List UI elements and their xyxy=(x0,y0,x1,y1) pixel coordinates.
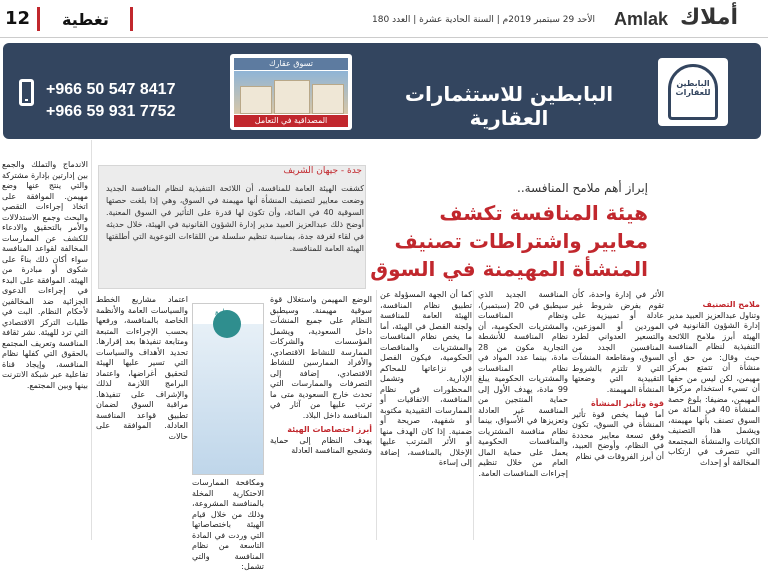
intro-text: كشفت الهيئة العامة للمنافسة، أن اللائحة التنفيذية لنظام المنافسة الجديد وضعت معايير لتصنيف المنشأة أنها مهيمنة في السوق، وهي إذا بلغت حصتها السوقية 40 في المائة، وأن تكون لها قدرة على التأثير في السوق المعنية. أوضح ذلك عبدالعزيز العبيد مدير إدارة الشؤون القانونية في الهيئة، خلال حديثه في لقاء لغرفة جدة، بمناسبة تنظيم سلسلة من اللقاءات التوعوية التي أطلقتها الهيئة العامة للمنافسة. xyxy=(106,184,364,253)
issue-info: الأحد 29 سبتمبر 2019م | السنة الحادية عشرة | العدد 180 xyxy=(372,15,595,25)
article-column xyxy=(2,160,88,391)
divider xyxy=(130,7,133,31)
phone-2: +966 59 931 7752 xyxy=(46,103,176,120)
paragraph: المنافسة الجديد الذي سيطبق في 20 (سبتمبر)، ونظام المنافسات والمشتريات الحكومية، أن نظام المنافسة للأنشطة التجارية مكون من 28 مادة، بينما عدد المواد في نظام المنافسات والمشتريات الحكومية يبلغ 99 مادة، يهدف الأول إلى حماية المنتجين من المنافسة غير العادلة وتعزيزها في الأسواق، بينما نظام منافسة المشتريات والمنافسات الحكومية يعمل على حماية المال العام من خلال تنظيم إجراءات المنافسات العامة. xyxy=(478,290,568,478)
photo-caption: المصداقية في التعامل xyxy=(234,115,348,127)
property-photo xyxy=(230,54,352,130)
paragraph: كما أن الجهة المسؤولة عن تطبيق نظام المنافسة، الهيئة العامة للمنافسة ولجنة الفصل في الهيئة، أما ما يخص نظام المنافسات والمشتريات والمناقصات الحكومية، فيكون الفصل في نزاعاتها للمحاكم الإدارية. وتشمل المحظورات في نظام المنافسة، الاتفاقيات أو الممارسات التقييدية مكتوبة أو شفهية، صريحة أو ضمنية. إذا كان الهدف منها أو الأثر المترتب عليها الإخلال بالمنافسة، إضافة إلى إساءة xyxy=(380,290,472,467)
subheading: قوة وتأثير المنشأة xyxy=(590,399,664,408)
headline-line: المنشأة المهيمنة في السوق xyxy=(370,257,648,281)
article-column xyxy=(192,478,264,573)
headline-line: هيئة المنافسة تكشف xyxy=(439,201,648,225)
house-shape xyxy=(274,80,310,114)
phone-icon xyxy=(19,79,34,106)
brand-latin: Amlak xyxy=(614,9,669,29)
paragraph: اعتماد مشاريع الخطط والسياسات العامة والأنظمة الخاصة بالمنافسة، ورفعها بحسب الإجراءات المتبعة ومتابعة تنفيذها بعد إقرارها. تحديد الأهداف والسياسات التي تسير عليها الهيئة لتحقيق أغراضها، واعتماد البرامج اللازمة لذلك والإشراف على تنفيذها. مراقبة السوق لضمان تطبيق قواعد المنافسة العادلة. الموافقة على حالات xyxy=(96,295,188,441)
paragraph: وتناول عبدالعزيز العبيد مدير إدارة الشؤون القانونية في الهيئة أبرز ملامح اللائحة التنفيذية لنظام المنافسة حيث وقال: من حق أي منشأة أن تتمتع بمركز مهيمن، لكن ليس من حقها أن تسيء استخدام مركزها المهيمن، مضيفا: بلوغ حصة المنشأة 40 في المائة من السوق تصنف بأنها مهيمنة، ويشمل هذا التصنيف الكيانات والمنشأة المجتمعة التي تتصرف في ارتكاب المخالفة أو إحداث xyxy=(668,310,760,467)
brand-logo: أملاك xyxy=(680,5,739,30)
paragraph: الوضع المهيمن واستغلال قوة سوقية مهيمنة. وسيطبق النظام على جميع المنشآت داخل السعودية، ويشمل المؤسسات والشركات الممارسة للنشاط الاقتصادي، والأفراد الممارسين للنشاط الاقتصادي، إضافة إلى التصرفات والممارسات التي تحدث خارج السعودية متى ما ترتب عليها من آثار في المنافسة داخل البلاد. xyxy=(270,295,372,420)
paragraph: الأثر في إدارة واحدة، كأن تقوم بفرض شروط غير عادلة أو تمييزية على الموردين أو الموزعين، والتسعير العدواني لطرد المنافسين الجدد من السوق، ومقاطعة المنشآت التي لا تلتزم بالشروط التقييدية التي وضعتها المنشأة المهيمنة. xyxy=(572,290,664,394)
header-rule xyxy=(0,37,768,38)
paragraph: يهدف النظام إلى حماية وتشجيع المنافسة العادلة xyxy=(270,435,372,455)
paragraph: ومكافحة الممارسات الاحتكارية المخلة بالمنافسة المشروعة، وذلك من خلال قيام الهيئة باختصاصاتها التي وردت في المادة التاسعة من نظام المنافسة والتي تشمل: xyxy=(192,478,264,571)
headline-line: معايير واشتراطات تصنيف xyxy=(394,229,648,253)
article-column xyxy=(270,295,372,457)
paragraph: الاندماج والتملك والجمع بين إدارتين بإدارة مشتركة والتي ينتج عنها وضع مهيمن. الموافقة على اتخاذ إجراءات التقصي والبحث وجمع الاستدلالات والأمر بالتحقيق والادعاء للكشف عن الممارسات المخالفة لقواعد المنافسة سواء أكان ذلك بناءً على شكوى أو مبادرة من الهيئة. الموافقة على البدء في إجراءات الدعوى الجزائية ضد المخالفين لأحكام النظام. البت في طلبات التركز الاقتصادي التي ترد للهيئة. نشر ثقافة المنافسة وتعريف المجتمع بالحقوق التي كفلها نظام المنافسة، وإيجاد قناة تفاعلية عبر شبكة الانترنت بينها وبين المجتمع. xyxy=(2,160,88,390)
article-column xyxy=(96,295,188,442)
divider xyxy=(37,7,40,31)
company-logo: البابطين للعقارات xyxy=(668,64,718,120)
page-header xyxy=(0,0,768,38)
photo-title: تسوق عقارك xyxy=(234,58,348,70)
column-rule xyxy=(91,140,92,540)
article-kicker: إبراز أهم ملامح المنافسة.. xyxy=(517,181,648,195)
byline: جدة - جيهان الشريف xyxy=(283,166,362,176)
article-column xyxy=(478,290,568,479)
phone-1: +966 50 547 8417 xyxy=(46,81,176,98)
subheading: أبرز اختصاصات الهيئة xyxy=(287,425,372,434)
report-cover-image xyxy=(192,303,264,475)
section-title: تغطية xyxy=(62,10,109,29)
article-column xyxy=(572,290,664,462)
article-column xyxy=(668,300,760,468)
company-name: البابطين للاستثمارات العقارية xyxy=(404,82,614,130)
page-number: 12 xyxy=(5,8,31,29)
phone-numbers xyxy=(46,79,175,123)
cover-background xyxy=(193,324,263,474)
house-shape xyxy=(312,84,344,114)
house-shape xyxy=(240,86,272,114)
article-column xyxy=(380,290,472,469)
column-rule xyxy=(376,290,377,540)
houses-image xyxy=(234,71,348,114)
column-rule xyxy=(473,290,474,540)
paragraph: أما فيما يخص قوة تأثير المنشأة في السوق، تكون وفق تسعة معايير محددة في النظام، وأوضح العبيد، أن أبرز الفروقات في نظام xyxy=(572,409,664,461)
subheading: ملامح التصنيف xyxy=(702,300,760,309)
cover-logo: جامع xyxy=(215,308,229,316)
